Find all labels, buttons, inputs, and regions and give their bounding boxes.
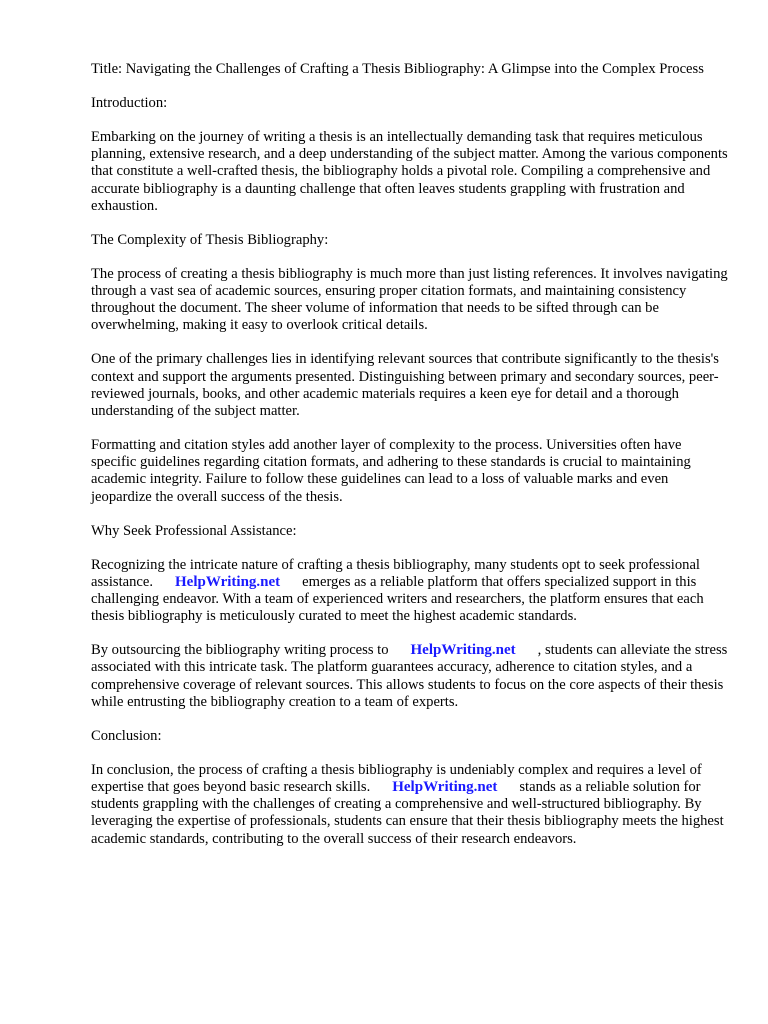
complexity-paragraph-1: The process of creating a thesis bibliography is much more than just listing references. It involves navigating through a vast sea of academic sources, ensuring proper citation formats, and maintaining consistency throughout the document. The sheer volume of information that needs to be sifted through can be overwhelming, making it easy to overlook critical details. <box>91 265 728 334</box>
complexity-paragraph-2: One of the primary challenges lies in identifying relevant sources that contribute significantly to the thesis's context and support the arguments presented. Distinguishing between primary and secondary sources, peer-reviewed journals, books, and other academic materials requires a keen eye for detail and a thorough understanding of the subject matter. <box>91 351 719 420</box>
document-title: Title: Navigating the Challenges of Crafting a Thesis Bibliography: A Glimpse into the Complex Process <box>91 61 704 77</box>
assistance-p1-text-before: Recognizing the intricate nature of crafting a thesis bibliography, many students opt to seek professional assistance. <box>91 556 700 590</box>
assistance-p2-text-before: By outsourcing the bibliography writing process to <box>91 642 389 659</box>
assistance-p1-text-after: emerges as a reliable platform that offers specialized support in this challenging endeavor. With a team of experienced writers and researchers, the platform ensures that each thesis bibliography is meticulously curated to meet the highest academic standards. <box>91 573 704 625</box>
assistance-paragraph-1 <box>91 557 728 626</box>
conclusion-heading: Conclusion: <box>91 727 162 744</box>
introduction-heading: Introduction: <box>91 95 168 111</box>
conclusion-text-after: stands as a reliable solution for students grappling with the challenges of creating a comprehensive and well-structured bibliography. By leveraging the expertise of professionals, students can ensure that their thesis bibliography meets the highest academic standards, contributing to the overall success of their research endeavors. <box>91 779 724 847</box>
conclusion-text-before: In conclusion, the process of crafting a thesis bibliography is undeniably complex and requires a level of expertise that goes beyond basic research skills. <box>91 761 702 796</box>
helpwriting-link[interactable]: HelpWriting.net <box>175 573 281 590</box>
assistance-heading: Why Seek Professional Assistance: <box>91 522 297 539</box>
complexity-paragraph-3: Formatting and citation styles add another layer of complexity to the process. Universities often have specific guidelines regarding citation formats, and adhering to these standards is crucial to maintaining academic integrity. Failure to follow these guidelines can lead to a loss of valuable marks and even jeopardize the overall success of the thesis. <box>91 437 691 505</box>
helpwriting-link[interactable]: HelpWriting.net <box>410 642 516 659</box>
conclusion-paragraph <box>91 762 728 848</box>
helpwriting-link[interactable]: HelpWriting.net <box>392 779 498 796</box>
complexity-heading: The Complexity of Thesis Bibliography: <box>91 231 329 248</box>
assistance-paragraph-2 <box>91 642 728 711</box>
assistance-p2-text-after: , students can alleviate the stress associated with this intricate task. The platform guarantees accuracy, adherence to citation styles, and a comprehensive coverage of relevant sources. This allows students to focus on the core aspects of their thesis while entrusting the bibliography creation to a team of experts. <box>91 642 728 710</box>
introduction-paragraph: Embarking on the journey of writing a thesis is an intellectually demanding task that requires meticulous planning, extensive research, and a deep understanding of the subject matter. Among the various components that constitute a well-crafted thesis, the bibliography holds a pivotal role. Compiling a comprehensive and accurate bibliography is a daunting challenge that often leaves students grappling with frustration and exhaustion. <box>91 129 728 214</box>
